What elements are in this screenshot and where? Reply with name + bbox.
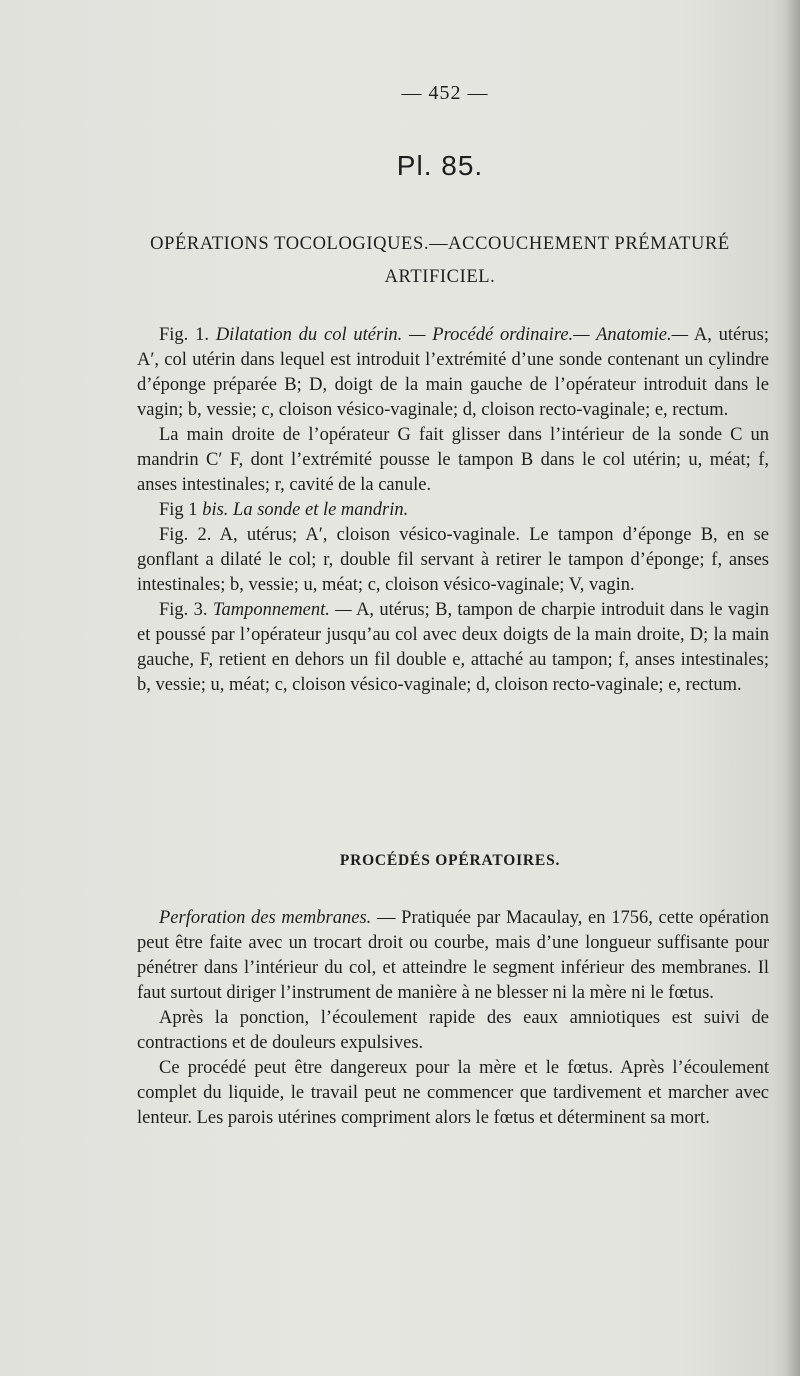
- procedure-text: Ce procédé peut être dangereux pour la mère et le fœtus. Après l’écoulement complet du liquide, le travail peut ne commencer que tardivement et marcher avec lenteur. Les parois utérines compriment alors le fœtus et déterminent sa mort.: [137, 1058, 769, 1128]
- procedure-paragraph: [137, 1006, 769, 1056]
- page-title: [110, 228, 770, 294]
- figure-caption: Tamponnement. —: [212, 600, 352, 620]
- figure-caption: bis. La sonde et le mandrin.: [202, 500, 409, 520]
- figure-label: Fig. 1.: [159, 325, 209, 345]
- figure-label: Fig. 3.: [159, 600, 208, 620]
- section-heading: PROCÉDÉS OPÉRATOIRES.: [339, 852, 561, 869]
- figure-text: A, utérus; A′, cloison vésico-vaginale. Le tampon d’éponge B, en se gonflant a dilaté le col; r, double fil servant à retirer le tampon d’éponge; f, anses intestinales; b, vessie; u, méat; c, cloison vésico-vaginale; V, vagin.: [137, 525, 769, 595]
- figure-text: A, utérus; B, tampon de charpie introduit dans le vagin et poussé par l’opérateur jusqu’au col avec deux doigts de la main droite, D; la main gauche, F, retient en dehors un fil double e, attaché au tampon; f, anses intestinales; b, vessie; u, méat; c, cloison vésico-vaginale; d, cloison recto-vaginale; e, rectum.: [137, 600, 770, 695]
- figure-paragraph: [137, 598, 769, 698]
- figure-label: Fig. 2.: [159, 525, 212, 545]
- title-line-2: ARTIFICIEL.: [384, 267, 496, 287]
- figure-caption: Dilatation du col utérin. — Procédé ordinaire.— Anatomie.—: [215, 325, 689, 345]
- title-line-1: OPÉRATIONS TOCOLOGIQUES.—ACCOUCHEMENT PRÉMATURÉ: [150, 234, 730, 254]
- plate-number: Pl. 85.: [396, 150, 484, 181]
- procedure-paragraph: [137, 906, 769, 1006]
- page-edge-shadow: [786, 0, 800, 1376]
- procedure-paragraph: [137, 1056, 769, 1131]
- figure-paragraph: [137, 323, 769, 423]
- figure-descriptions: [137, 323, 769, 698]
- figure-paragraph: [137, 423, 769, 498]
- procedures-text: [137, 906, 769, 1131]
- procedure-text: Après la ponction, l’écoulement rapide des eaux amniotiques est suivi de contractions et de douleurs expulsives.: [137, 1008, 769, 1053]
- procedure-caption: Perforation des membranes.: [159, 908, 372, 928]
- figure-text: A, utérus; A′, col utérin dans lequel est introduit l’extrémité d’une sonde contenant un cylindre d’éponge préparée B; D, doigt de la main gauche de l’opérateur introduit dans le vagin; b, vessie; c, cloison vésico-vaginale; d, cloison recto-vaginale; e, rectum.: [137, 325, 770, 420]
- procedure-text: — Pratiquée par Macaulay, en 1756, cette opération peut être faite avec un trocart droit ou courbe, mais d’une longueur suffisante pour pénétrer dans l’intérieur du col, et atteindre le segment inférieur des membranes. Il faut surtout diriger l’instrument de manière à ne blesser ni la mère ni le fœtus.: [137, 908, 769, 1003]
- figure-paragraph: [137, 498, 769, 523]
- figure-text: La main droite de l’opérateur G fait glisser dans l’intérieur de la sonde C un mandrin C′ F, dont l’extrémité pousse le tampon B dans le col utérin; u, méat; f, anses intestinales; r, cavité de la canule.: [137, 425, 769, 495]
- figure-paragraph: [137, 523, 769, 598]
- figure-label: Fig 1: [159, 500, 198, 520]
- page-number: — 452 —: [401, 82, 489, 104]
